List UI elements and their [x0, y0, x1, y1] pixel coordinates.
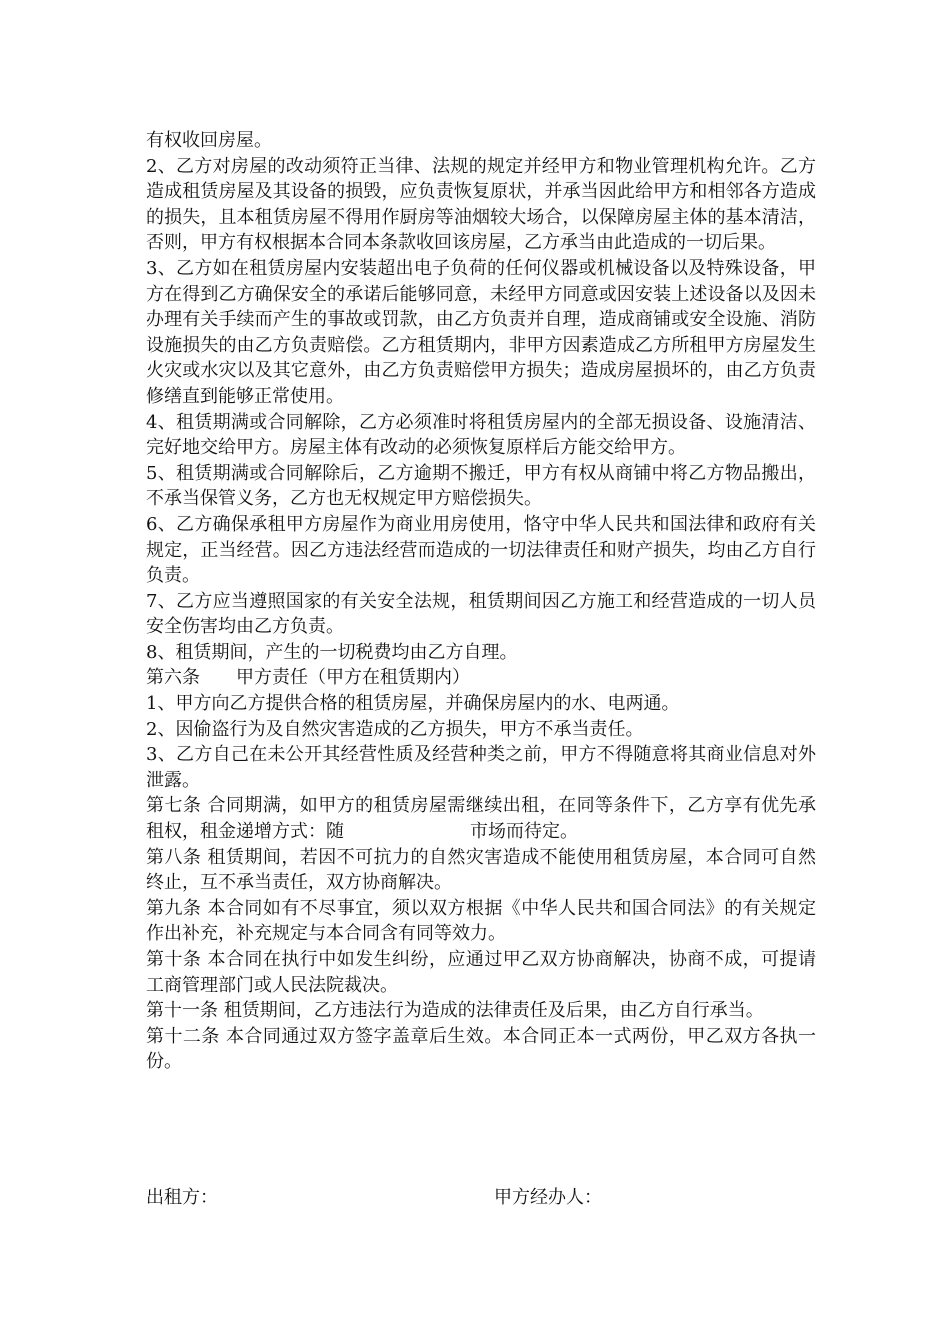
- clause-8: 8、租赁期间，产生的一切税费均由乙方自理。: [146, 641, 518, 663]
- article-11: 第十一条 租赁期间，乙方违法行为造成的法律责任及后果，由乙方自行承当。: [146, 1000, 764, 1022]
- article-6-item-3: 3、乙方自己在未公开其经营性质及经营种类之前，甲方不得随意将其商业信息对外泄露。: [146, 744, 816, 791]
- clause-2: 2、乙方对房屋的改动须符正当律、法规的规定并经甲方和物业管理机构允许。乙方造成租赁房屋及其设备的损毁，应负责恢复原状，并承当因此给甲方和相邻各方造成的损失，且本租赁房屋不得用作厨房等油烟较大场合，以保障房屋主体的基本清洁，否则，甲方有权根据本合同本条款收回该房屋，乙方承当由此造成的一切后果。: [146, 155, 816, 254]
- clause-7: 7、乙方应当遵照国家的有关安全法规，租赁期间因乙方施工和经营造成的一切人员安全伤害均由乙方负责。: [146, 590, 816, 638]
- article-7: 第七条 合同期满，如甲方的租赁房屋需继续出租，在同等条件下，乙方享有优先承租权，租金递增方式：随 市场而待定。: [146, 795, 816, 843]
- clause-3: 3、乙方如在租赁房屋内安装超出电子负荷的任何仪器或机械设备以及特殊设备，甲方在得到乙方确保安全的承诺后能够同意，未经甲方同意或因安装上述设备以及因未办理有关手续而产生的事故或罚款，由乙方负责并自理，造成商铺或安全设施、消防设施损失的由乙方负责赔偿。乙方租赁期内，非甲方因素造成乙方所租甲方房屋发生火灾或水灾以及其它意外，由乙方负责赔偿甲方损失；造成房屋损坏的，由乙方负责修缮直到能够正常使用。: [146, 257, 816, 407]
- article-12: 第十二条 本合同通过双方签字盖章后生效。本合同正本一式两份，甲乙双方各执一份。: [146, 1025, 816, 1073]
- clause-4: 4、租赁期满或合同解除，乙方必须准时将租赁房屋内的全部无损设备、设施清洁、完好地交给甲方。房屋主体有改动的必须恢复原样后方能交给甲方。: [146, 411, 816, 459]
- clause-5: 5、租赁期满或合同解除后，乙方逾期不搬迁，甲方有权从商铺中将乙方物品搬出，不承当保管义务，乙方也无权规定甲方赔偿损失。: [146, 462, 816, 510]
- article-10: 第十条 本合同在执行中如发生纠纷，应通过甲乙双方协商解决，协商不成，可提请工商管理部门或人民法院裁决。: [146, 949, 816, 996]
- lessor-signature-label: 出租方：: [146, 1187, 218, 1208]
- article-8: 第八条 租赁期间，若因不可抗力的自然灾害造成不能使用租赁房屋，本合同可自然终止，互不承当责任，双方协商解决。: [146, 846, 816, 894]
- article-6-item-2: 2、因偷盗行为及自然灾害造成的乙方损失，甲方不承当责任。: [146, 718, 644, 740]
- contract-body: [146, 128, 816, 1075]
- clause-6: 6、乙方确保承租甲方房屋作为商业用房使用，恪守中华人民共和国法律和政府有关规定，正当经营。因乙方违法经营而造成的一切法律责任和财产损失，均由乙方自行负责。: [146, 513, 816, 587]
- article-6-item-1: 1、甲方向乙方提供合格的租赁房屋，并确保房屋内的水、电两通。: [146, 693, 680, 715]
- agent-signature-label: 甲方经办人：: [494, 1187, 602, 1208]
- paragraph: 有权收回房屋。: [146, 130, 272, 151]
- article-9: 第九条 本合同如有不尽事宜，须以双方根据《中华人民共和国合同法》的有关规定作出补充，补充规定与本合同含有同等效力。: [146, 897, 816, 945]
- article-6-heading: 第六条 甲方责任（甲方在租赁期内）: [146, 667, 470, 689]
